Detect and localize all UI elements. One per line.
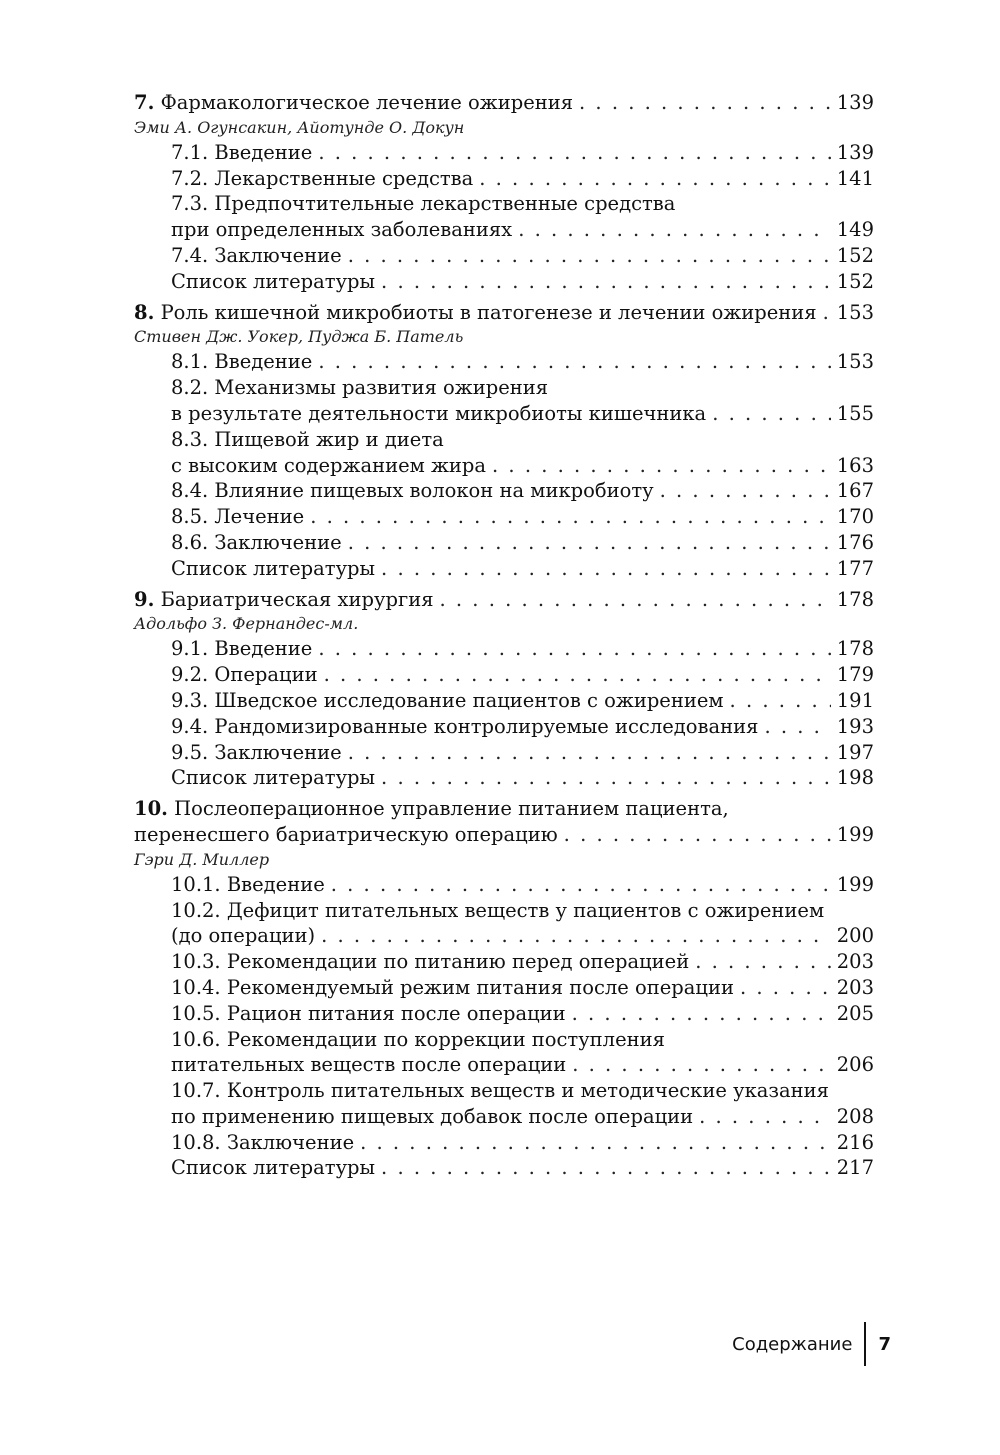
- toc-section-line: [134, 427, 874, 453]
- dot-leader: [564, 822, 831, 848]
- page-footer: [732, 1322, 891, 1366]
- dot-leader: [310, 504, 831, 530]
- chapter-entry: [134, 90, 874, 295]
- chapter-title-text: Фармакологическое лечение ожирения: [160, 91, 574, 114]
- chapter-title-line: [134, 300, 874, 326]
- dot-leader: [440, 587, 831, 613]
- toc-section-line: [134, 688, 874, 714]
- toc-section-line: [134, 504, 874, 530]
- section-page: 179: [836, 663, 874, 687]
- section-page: 170: [836, 505, 874, 529]
- chapter-title-line: [134, 796, 874, 822]
- chapter-authors: Эми А. Огунсакин, Айотунде О. Докун: [134, 117, 465, 137]
- section-page: 199: [836, 872, 874, 896]
- dot-leader: [381, 556, 831, 582]
- section-title: по применению пищевых добавок после операции: [171, 1104, 694, 1128]
- section-title: 7.1. Введение: [171, 140, 313, 164]
- section-page: 200: [836, 924, 874, 948]
- section-page: 191: [836, 688, 874, 712]
- chapter-entry: [134, 300, 874, 582]
- toc-section-line: [134, 1001, 874, 1027]
- section-title: Список литературы: [171, 1156, 376, 1180]
- chapter-title-line: [134, 587, 874, 613]
- section-title: 10.1. Введение: [171, 872, 325, 896]
- chapter-authors: Стивен Дж. Уокер, Пуджа Б. Патель: [134, 327, 464, 347]
- toc-section-line: [134, 1078, 874, 1104]
- toc-section-line: [134, 556, 874, 582]
- dot-leader: [572, 1001, 831, 1027]
- section-page: 193: [836, 714, 874, 738]
- section-page: 216: [836, 1130, 874, 1154]
- table-of-contents: [134, 90, 874, 1181]
- section-title: 10.5. Рацион питания после операции: [171, 1001, 566, 1025]
- section-page: 167: [836, 479, 874, 503]
- dot-leader: [712, 401, 831, 427]
- dot-leader: [348, 740, 831, 766]
- section-title: Список литературы: [171, 269, 376, 293]
- section-title: 7.3. Предпочтительные лекарственные средства: [171, 192, 676, 216]
- section-page: 198: [836, 766, 874, 790]
- section-page: 152: [836, 269, 874, 293]
- section-title: (до операции): [171, 924, 316, 948]
- section-title: 10.3. Рекомендации по питанию перед операцией: [171, 950, 690, 974]
- chapter-number: 7.: [134, 91, 155, 114]
- section-title: при определенных заболеваниях: [171, 218, 513, 242]
- toc-section-line: [134, 140, 874, 166]
- section-title: 9.4. Рандомизированные контролируемые исследования: [171, 714, 759, 738]
- toc-section-line: [134, 1130, 874, 1156]
- toc-section-line: [134, 662, 874, 688]
- chapter-page: 178: [836, 587, 874, 611]
- dot-leader: [518, 217, 831, 243]
- section-page: 203: [836, 975, 874, 999]
- section-title: 10.8. Заключение: [171, 1130, 355, 1154]
- chapter-number: 9.: [134, 587, 155, 611]
- section-title: в результате деятельности микробиоты кишечника: [171, 401, 707, 425]
- chapter-page: 199: [836, 822, 874, 846]
- toc-section-line: [134, 530, 874, 556]
- chapter-number: 10.: [134, 797, 168, 821]
- dot-leader: [572, 1052, 831, 1078]
- chapter-authors: Гэри Д. Миллер: [134, 849, 270, 869]
- dot-leader: [823, 300, 831, 326]
- chapter-title: [134, 796, 729, 822]
- section-title: Список литературы: [171, 766, 376, 790]
- section-page: 208: [836, 1104, 874, 1128]
- dot-leader: [318, 636, 830, 662]
- dot-leader: [740, 975, 831, 1001]
- toc-section-line: [134, 1052, 874, 1078]
- dot-leader: [331, 872, 831, 898]
- section-page: 141: [836, 166, 874, 190]
- dot-leader: [360, 1130, 831, 1156]
- section-title: 8.6. Заключение: [171, 530, 342, 554]
- toc-section-line: [134, 1155, 874, 1181]
- toc-section-line: [134, 478, 874, 504]
- chapter-title-text: Роль кишечной микробиоты в патогенезе и лечении ожирения: [160, 300, 817, 324]
- chapter-title-text: Послеоперационное управление питанием пациента,: [174, 797, 729, 821]
- dot-leader: [730, 688, 831, 714]
- section-page: 197: [836, 740, 874, 764]
- chapter-entry: [134, 587, 874, 792]
- chapter-number: 8.: [134, 300, 155, 324]
- toc-section-line: [134, 1027, 874, 1053]
- section-page: 176: [836, 530, 874, 554]
- dot-leader: [348, 243, 831, 269]
- chapter-entry: [134, 796, 874, 1181]
- toc-section-line: [134, 740, 874, 766]
- section-title: 9.5. Заключение: [171, 740, 342, 764]
- toc-section-line: [134, 714, 874, 740]
- section-title: 10.2. Дефицит питательных веществ у пациентов с ожирением: [171, 898, 825, 922]
- toc-section-line: [134, 1104, 874, 1130]
- section-title: 8.2. Механизмы развития ожирения: [171, 376, 549, 400]
- section-page: 153: [836, 350, 874, 374]
- toc-section-line: [134, 401, 874, 427]
- chapter-title: [134, 300, 817, 326]
- toc-section-line: [134, 349, 874, 375]
- chapter-page: 153: [836, 300, 874, 324]
- section-page: 203: [836, 950, 874, 974]
- dot-leader: [492, 453, 831, 479]
- dot-leader: [318, 349, 830, 375]
- chapter-title: [134, 587, 434, 613]
- section-title: 10.6. Рекомендации по коррекции поступления: [171, 1027, 665, 1051]
- section-title: 7.4. Заключение: [171, 243, 342, 267]
- dot-leader: [764, 714, 830, 740]
- toc-section-line: [134, 898, 874, 924]
- dot-leader: [381, 765, 831, 791]
- section-title: с высоким содержанием жира: [171, 453, 487, 477]
- dot-leader: [381, 1155, 831, 1181]
- chapter-title: [134, 90, 573, 116]
- section-title: 9.1. Введение: [171, 637, 313, 661]
- toc-section-line: [134, 923, 874, 949]
- toc-section-line: [134, 636, 874, 662]
- dot-leader: [321, 923, 831, 949]
- toc-section-line: [134, 949, 874, 975]
- chapter-title: [134, 822, 558, 848]
- section-page: 149: [836, 218, 874, 242]
- section-title: 10.7. Контроль питательных веществ и методические указания: [171, 1079, 829, 1103]
- section-title: 8.3. Пищевой жир и диета: [171, 427, 444, 451]
- chapter-page: 139: [836, 91, 874, 114]
- dot-leader: [318, 140, 830, 166]
- section-title: 9.2. Операции: [171, 663, 318, 687]
- section-title: 9.3. Шведское исследование пациентов с ожирением: [171, 688, 724, 712]
- section-title: Список литературы: [171, 556, 376, 580]
- dot-leader: [579, 90, 831, 116]
- section-page: 152: [836, 243, 874, 267]
- section-page: 155: [836, 401, 874, 425]
- section-page: 163: [836, 453, 874, 477]
- toc-section-line: [134, 269, 874, 295]
- section-page: 206: [836, 1053, 874, 1077]
- section-title: 7.2. Лекарственные средства: [171, 166, 474, 190]
- dot-leader: [479, 166, 831, 192]
- toc-section-line: [134, 191, 874, 217]
- dot-leader: [695, 949, 831, 975]
- dot-leader: [324, 662, 831, 688]
- toc-section-line: [134, 375, 874, 401]
- toc-section-line: [134, 975, 874, 1001]
- toc-section-line: [134, 453, 874, 479]
- running-header-label: Содержание: [732, 1333, 853, 1355]
- section-page: 177: [836, 556, 874, 580]
- section-page: 217: [836, 1156, 874, 1180]
- chapter-title-text: перенесшего бариатрическую операцию: [134, 822, 558, 846]
- toc-section-line: [134, 217, 874, 243]
- section-title: 8.1. Введение: [171, 350, 313, 374]
- dot-leader: [381, 269, 831, 295]
- toc-section-line: [134, 166, 874, 192]
- section-title: 8.4. Влияние пищевых волокон на микробиоту: [171, 479, 654, 503]
- section-page: 139: [836, 140, 874, 164]
- section-page: 205: [836, 1001, 874, 1025]
- chapter-title-line: [134, 90, 874, 116]
- chapter-title-text: Бариатрическая хирургия: [160, 587, 434, 611]
- chapter-title-line: [134, 822, 874, 848]
- section-title: 8.5. Лечение: [171, 505, 305, 529]
- section-title: питательных веществ после операции: [171, 1053, 567, 1077]
- toc-section-line: [134, 243, 874, 269]
- section-page: 178: [836, 637, 874, 661]
- dot-leader: [699, 1104, 831, 1130]
- dot-leader: [348, 530, 831, 556]
- toc-section-line: [134, 765, 874, 791]
- page-number: 7: [878, 1333, 891, 1355]
- chapter-authors: Адольфо З. Фернандес-мл.: [134, 614, 359, 634]
- toc-section-line: [134, 872, 874, 898]
- section-title: 10.4. Рекомендуемый режим питания после операции: [171, 975, 734, 999]
- dot-leader: [660, 478, 831, 504]
